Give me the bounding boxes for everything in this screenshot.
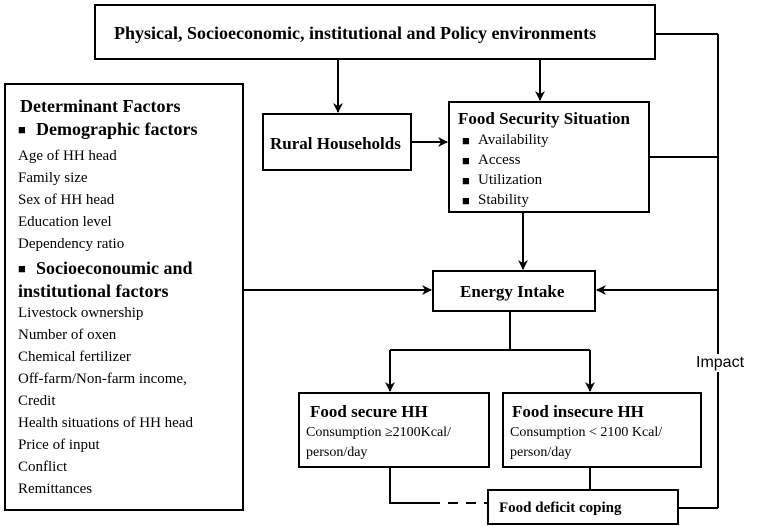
socio-item: Health situations of HH head	[18, 415, 193, 431]
fss-item-utilization: Utilization	[478, 172, 543, 188]
fss-item-access: Access	[478, 152, 521, 168]
food-secure-line1: Consumption ≥2100Kcal/	[306, 425, 451, 440]
socio-item: Remittances	[18, 481, 93, 497]
socio-heading-line1: Socioeconoumic and	[36, 258, 193, 278]
bullet-icon: ■	[18, 261, 26, 276]
demographic-heading: Demographic factors	[36, 119, 198, 139]
socio-item: Number of oxen	[18, 327, 117, 343]
bullet-icon: ■	[462, 133, 470, 148]
bullet-icon: ■	[462, 193, 470, 208]
determinant-factors-box	[4, 83, 244, 511]
socio-item: Off-farm/Non-farm income,	[18, 371, 187, 387]
food-insecure-line2: person/day	[510, 445, 572, 460]
line-secure-to-coping	[390, 468, 430, 503]
energy-intake-title: Energy Intake	[460, 282, 565, 301]
socio-item: Price of input	[18, 437, 100, 453]
environment-title: Physical, Socioeconomic, institutional and Policy environments	[114, 23, 597, 43]
food-deficit-coping-title: Food deficit coping	[499, 500, 622, 516]
food-insecure-title: Food insecure HH	[512, 402, 644, 421]
determinant-title: Determinant Factors	[20, 96, 181, 116]
socio-item: Livestock ownership	[18, 305, 144, 321]
demographic-item: Family size	[18, 170, 88, 186]
demographic-item: Dependency ratio	[18, 236, 125, 252]
food-secure-box	[298, 392, 490, 468]
rural-households-title: Rural Households	[270, 134, 401, 153]
food-security-box	[448, 101, 650, 213]
food-insecure-line1: Consumption < 2100 Kcal/	[510, 425, 663, 440]
bullet-icon: ■	[462, 173, 470, 188]
food-insecure-box	[502, 392, 702, 468]
socio-item: Conflict	[18, 459, 68, 475]
environment-box	[94, 4, 656, 60]
food-security-title: Food Security Situation	[458, 109, 630, 128]
food-secure-line2: person/day	[306, 445, 368, 460]
bullet-icon: ■	[18, 122, 26, 137]
demographic-item: Age of HH head	[18, 148, 117, 164]
rural-households-box	[262, 113, 412, 171]
socio-heading-line2: institutional factors	[18, 281, 169, 301]
food-secure-title: Food secure HH	[310, 402, 428, 421]
demographic-item: Sex of HH head	[18, 192, 115, 208]
food-deficit-coping-box	[487, 489, 679, 525]
fss-item-availability: Availability	[478, 132, 549, 148]
demographic-item: Education level	[18, 214, 112, 230]
impact-label: Impact	[696, 354, 745, 371]
socio-item: Chemical fertilizer	[18, 349, 131, 365]
socio-item: Credit	[18, 393, 56, 409]
energy-intake-box	[432, 270, 596, 312]
bullet-icon: ■	[462, 153, 470, 168]
fss-item-stability: Stability	[478, 192, 529, 208]
